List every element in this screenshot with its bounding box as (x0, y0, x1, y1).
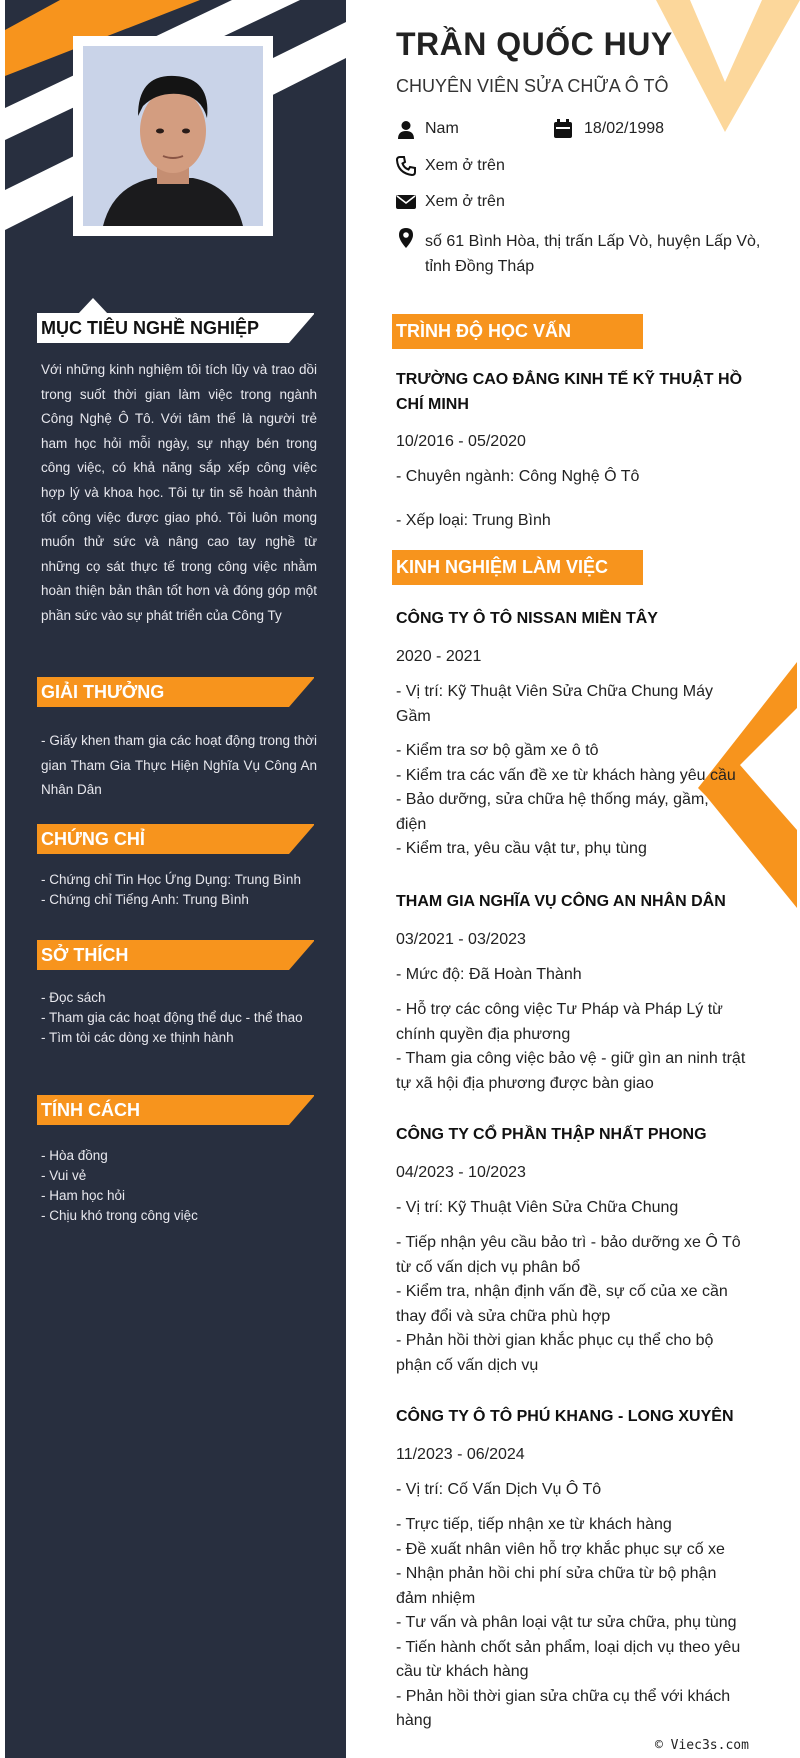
profile-photo (83, 46, 263, 226)
user-icon (396, 120, 416, 140)
education-heading: TRÌNH ĐỘ HỌC VẤN (392, 314, 643, 349)
job-period: 03/2021 - 03/2023 (396, 931, 526, 948)
footer-credit: © Viec3s.com (655, 1738, 749, 1753)
list-item: - Đọc sách (41, 990, 106, 1005)
job-tasks (396, 1231, 751, 1378)
list-item: - Hỗ trợ các công việc Tư Pháp và Pháp Lý từ chính quyền địa phương (396, 1001, 723, 1043)
top-right-chevron (656, 0, 800, 132)
job-period: 11/2023 - 06/2024 (396, 1446, 525, 1463)
list-item: - Trực tiếp, tiếp nhận xe từ khách hàng (396, 1516, 672, 1533)
list-item: - Bảo dưỡng, sửa chữa hệ thống máy, gầm, điện (396, 791, 709, 833)
experience-heading: KINH NGHIỆM LÀM VIỆC (392, 550, 643, 585)
job-position: - Mức độ: Đã Hoàn Thành (396, 966, 582, 983)
list-item: - Tiếp nhận yêu cầu bảo trì - bảo dưỡng xe Ô Tô từ cố vấn dịch vụ phân bổ (396, 1234, 741, 1276)
list-item: - Chịu khó trong công việc (41, 1208, 198, 1223)
job-tasks (396, 1513, 768, 1734)
job-period: 2020 - 2021 (396, 648, 482, 665)
list-item: - Tham gia các hoạt động thể dục - thể thao (41, 1010, 303, 1025)
list-item: - Kiểm tra các vấn đề xe từ khách hàng yêu cầu (396, 766, 736, 784)
profile-photo-frame (73, 36, 273, 236)
address-value: số 61 Bình Hòa, thị trấn Lấp Vò, huyện Lấp Vò, tỉnh Đồng Tháp (425, 233, 761, 275)
job-company: CÔNG TY Ô TÔ PHÚ KHANG - LONG XUYÊN (396, 1408, 734, 1425)
list-item: - Kiểm tra, yêu cầu vật tư, phụ tùng (396, 840, 647, 857)
location-pin-icon (396, 228, 416, 248)
phone-value: Xem ở trên (425, 157, 505, 174)
list-item: - Kiểm tra sơ bộ gầm xe ô tô (396, 742, 599, 759)
list-item: - Hòa đồng (41, 1148, 108, 1163)
job-period: 04/2023 - 10/2023 (396, 1164, 526, 1181)
certificates-heading (37, 824, 314, 854)
awards-text: - Giấy khen tham gia các hoạt động trong thời gian Tham Gia Thực Hiện Nghĩa Vụ Công An Nhân Dân (41, 733, 317, 798)
job-tasks (396, 998, 746, 1096)
hobbies-list (41, 988, 317, 1048)
job-tasks (396, 739, 776, 862)
list-item: - Phản hồi thời gian sửa chữa cụ thể với khách hàng (396, 1687, 731, 1729)
job-position: - Vị trí: Kỹ Thuật Viên Sửa Chữa Chung Máy Gầm (396, 683, 713, 725)
certificates-heading-text: CHỨNG CHỈ (41, 829, 145, 849)
job-company: CÔNG TY CỔ PHẦN THẬP NHẤT PHONG (396, 1126, 707, 1143)
list-item: - Kiểm tra, nhận định vấn đề, sự cố của xe cần thay đổi và sửa chữa phù hợp (396, 1283, 728, 1325)
hobbies-heading-text: SỞ THÍCH (41, 945, 129, 965)
school-name: TRƯỜNG CAO ĐẲNG KINH TẾ KỸ THUẬT HỒ CHÍ MINH (396, 371, 743, 413)
education-grade: - Xếp loại: Trung Bình (396, 512, 551, 529)
candidate-role: CHUYÊN VIÊN SỬA CHỮA Ô TÔ (396, 76, 669, 96)
job-company: CÔNG TY Ô TÔ NISSAN MIỀN TÂY (396, 610, 658, 627)
list-item: - Tư vấn và phân loại vật tư sửa chữa, phụ tùng (396, 1614, 737, 1631)
objective-heading (37, 313, 314, 343)
job-position: - Vị trí: Kỹ Thuật Viên Sửa Chữa Chung (396, 1199, 679, 1216)
job-position: - Vị trí: Cố Vấn Dịch Vụ Ô Tô (396, 1481, 602, 1498)
hobbies-heading (37, 940, 314, 970)
list-item: - Tham gia công việc bảo vệ - giữ gìn an ninh trật tự xã hội địa phương được bàn giao (396, 1050, 746, 1092)
birthdate-value: 18/02/1998 (584, 120, 665, 137)
avatar-portrait (83, 46, 263, 226)
certificates-list (41, 870, 317, 910)
education-major: - Chuyên ngành: Công Nghệ Ô Tô (396, 468, 640, 485)
education-period: 10/2016 - 05/2020 (396, 433, 526, 450)
envelope-icon (396, 192, 416, 212)
heading-notch (78, 298, 108, 314)
list-item: - Nhận phản hồi chi phí sửa chữa từ bộ phận đảm nhiệm (396, 1565, 717, 1607)
personality-heading-text: TÍNH CÁCH (41, 1100, 140, 1120)
list-item: - Chứng chỉ Tiếng Anh: Trung Bình (41, 892, 249, 907)
objective-heading-text: MỤC TIÊU NGHỀ NGHIỆP (41, 318, 260, 338)
email-value: Xem ở trên (425, 193, 505, 210)
personality-list (41, 1146, 317, 1226)
list-item: - Phản hồi thời gian khắc phục cụ thể cho bộ phận cố vấn dịch vụ (396, 1332, 714, 1374)
calendar-icon (553, 119, 573, 139)
phone-icon (396, 156, 416, 176)
list-item: - Đề xuất nhân viên hỗ trợ khắc phục sự cố xe (396, 1540, 725, 1558)
list-item: - Tiến hành chốt sản phẩm, loại dịch vụ theo yêu cầu từ khách hàng (396, 1638, 741, 1680)
personality-heading (37, 1095, 314, 1125)
awards-heading-text: GIẢI THƯỞNG (41, 682, 165, 702)
list-item: - Ham học hỏi (41, 1188, 126, 1203)
awards-heading (37, 677, 314, 707)
list-item: - Tìm tòi các dòng xe thịnh hành (41, 1030, 234, 1045)
candidate-name: TRẦN QUỐC HUY (396, 26, 673, 62)
job-company: THAM GIA NGHĨA VỤ CÔNG AN NHÂN DÂN (396, 893, 726, 910)
list-item: - Chứng chỉ Tin Học Ứng Dụng: Trung Bình (41, 872, 301, 887)
list-item: - Vui vẻ (41, 1168, 87, 1183)
objective-text: Với những kinh nghiệm tôi tích lũy và trao dồi trong suốt thời gian làm việc trong ngành Công Nghệ Ô Tô. Với tâm thế là người trẻ ham học hỏi mỗi ngày, sự nhạy bén trong công việc, có khả năng sắp xếp công việc hợp lý và khoa học. Tôi tự tin sẽ hoàn thành tốt công việc được giao phó. Tôi luôn mong muốn thử sức và nâng cao tay nghề từ những cọ sát thực tế trong công việc nhằm hoàn thiện bản thân tốt hơn và đóng góp một phần sức vào sự phát triển của Công Ty (41, 362, 317, 623)
gender-value: Nam (425, 120, 459, 137)
